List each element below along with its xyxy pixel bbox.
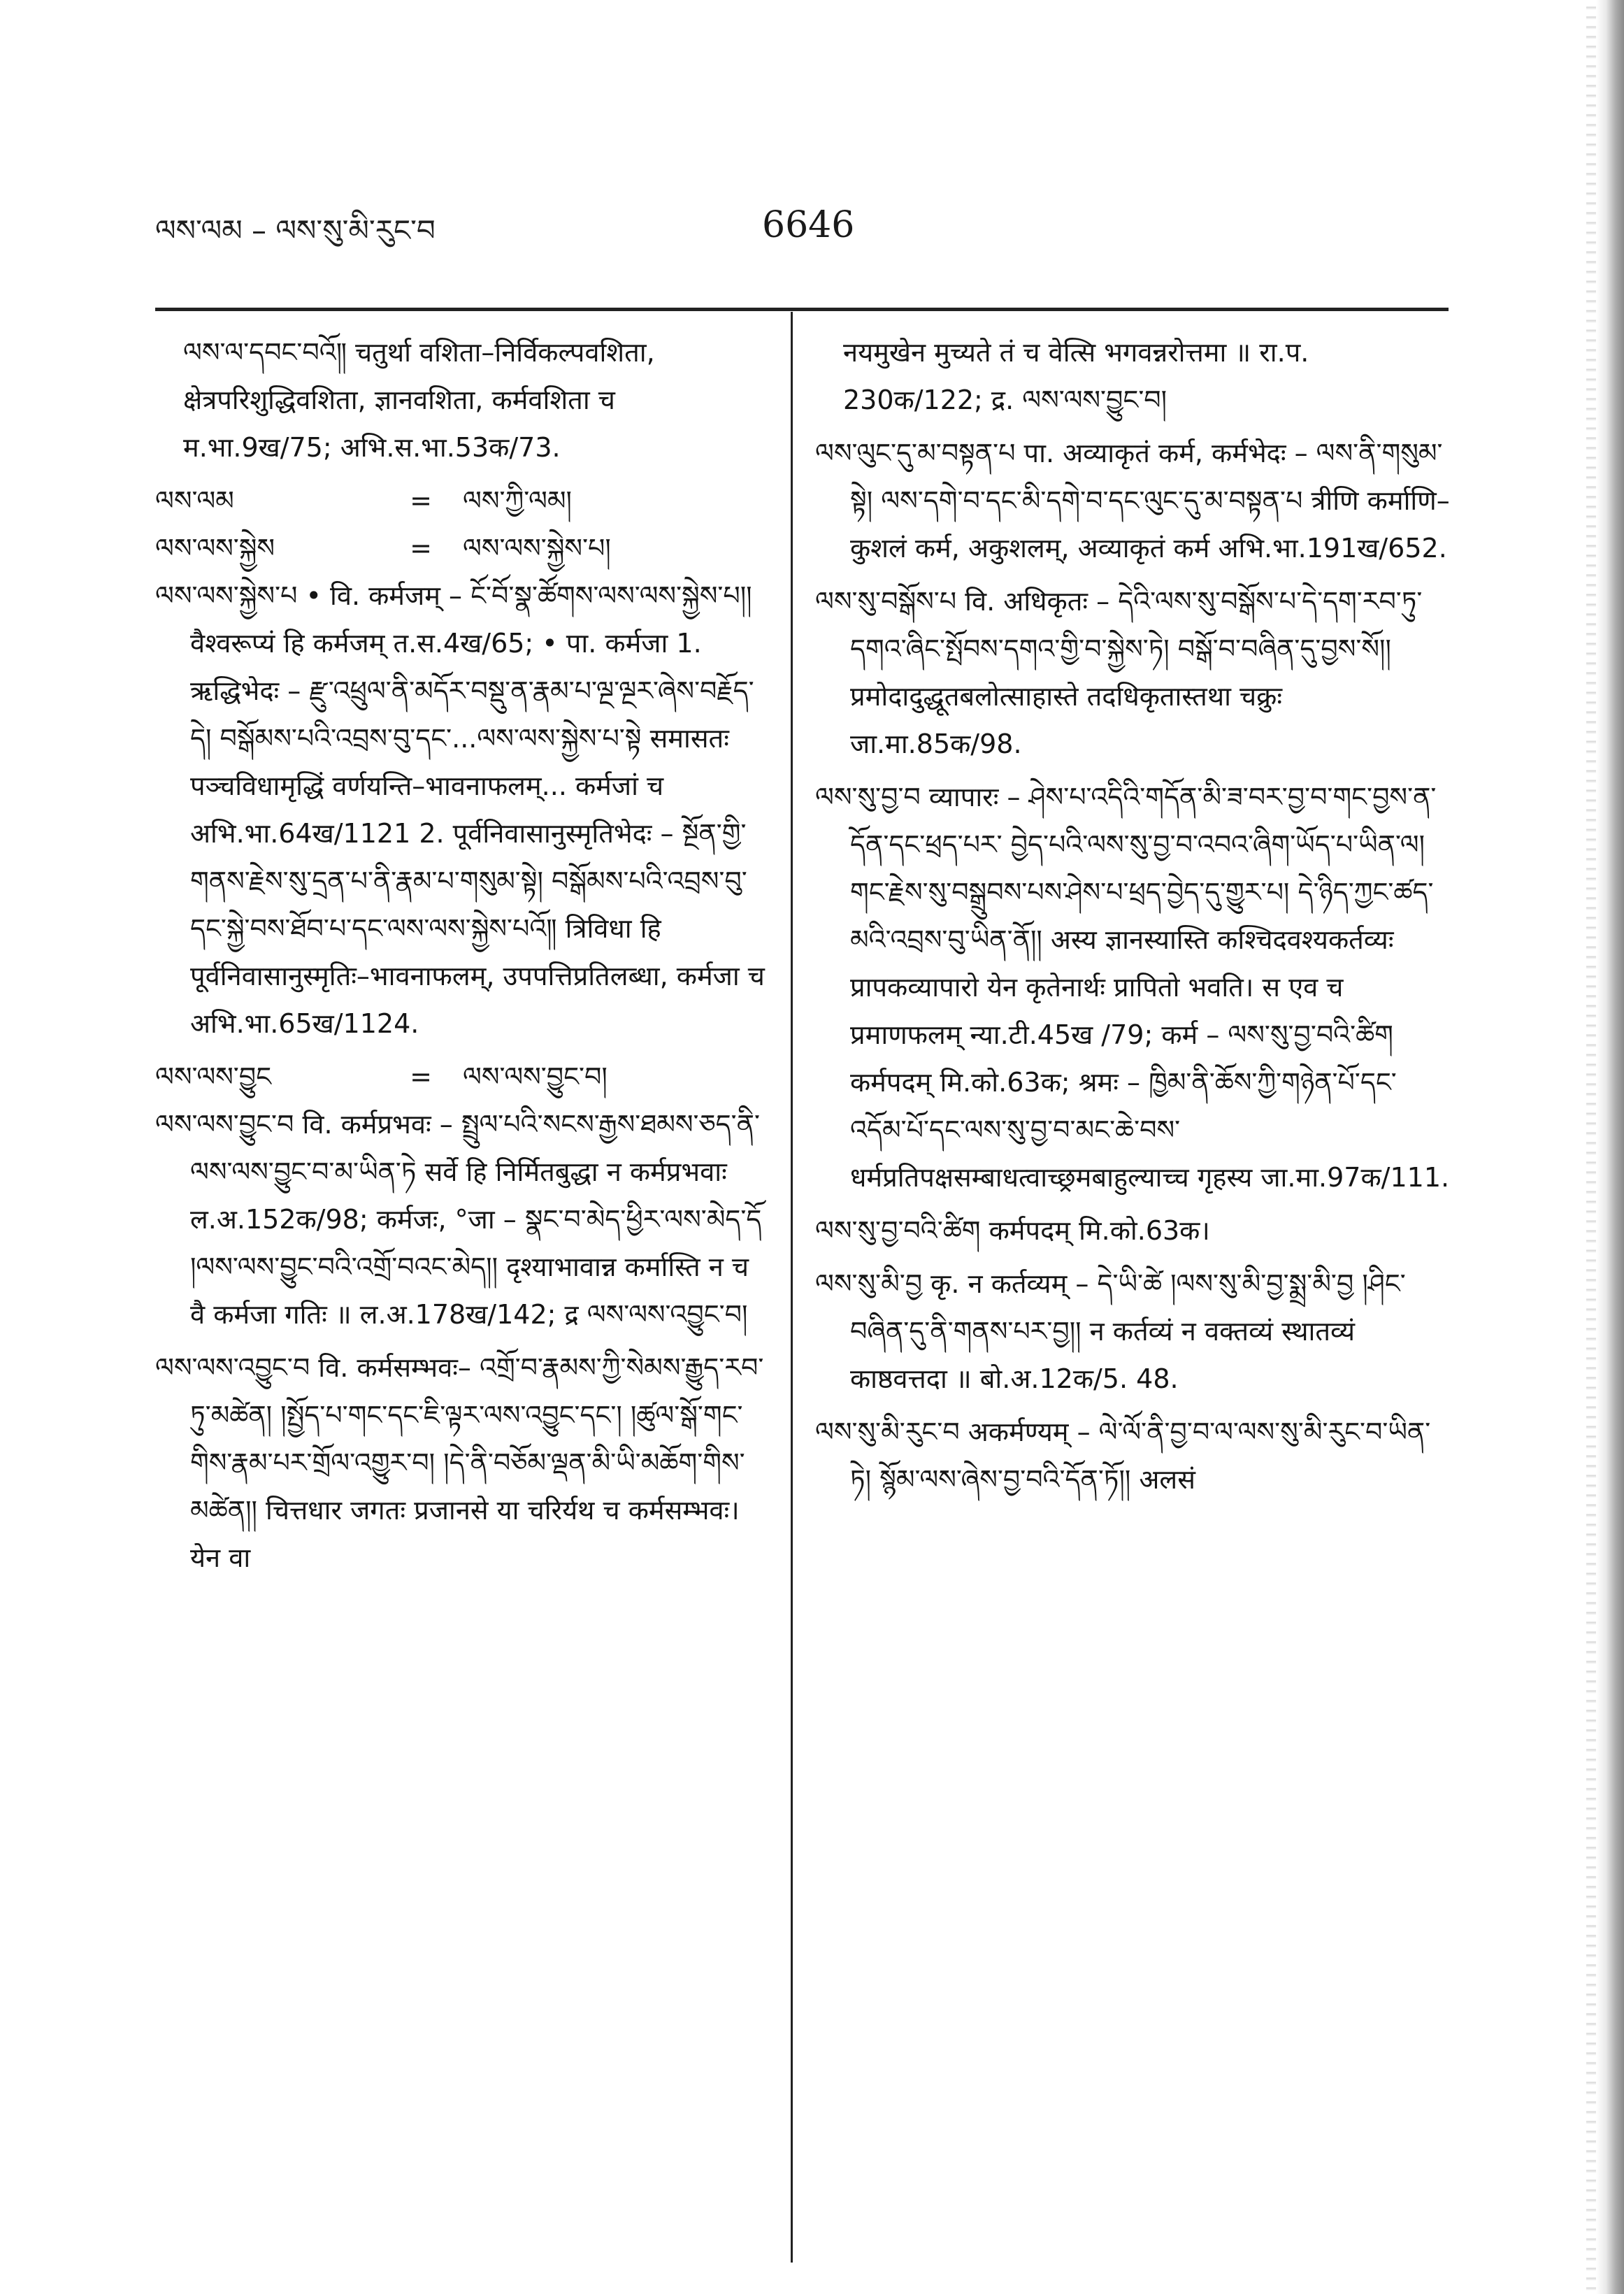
headword: ལས་ལས་སྐྱེས [155, 533, 275, 564]
headword: ལས་ལས་བྱུང [155, 1061, 272, 1092]
header-rule [155, 308, 1449, 311]
dictionary-entry: ལས་སུ་བྱ་བའི་ཚིག कर्मपदम् मि.को.63क। [815, 1215, 1210, 1246]
equals-sign: = [410, 1061, 432, 1092]
headword: ལས་ལམ [155, 485, 234, 516]
entry-continuation: ལས་ལ་དབང་བའོ༎ चतुर्था वशिता–निर्विकल्पवशिता, क्षेत्रपरिशुद्धिवशिता, ज्ञानवशिता, कर्मवशिता च म.भा.9ख/75; अभि.स.भा.53क/73. [183, 337, 655, 463]
column-divider [791, 312, 793, 2263]
dictionary-entry: ལས་ལས་འབྱུང་བ वि. कर्मसम्भवः– འགྲོ་བ་རྣམས་ཀྱི་སེམས་རྒྱུད་རབ་ཏུ་མཚེན། །སྤྱོད་པ་གང་དང་ཇི་ལྟར་ལས་འབྱུང་དང་། །ཚུལ་སྒོ་གང་གིས་རྣམ་པར་གྲོལ་འགྱུར་བ། །དེ་ནི་བཅོམ་ལྡན་མི་ཡི་མཆོག་གིས་མཚེན།། चित्तधार जगतः प्रजानसे या चरिर्यथ च कर्मसम्भवः। येन वा [155, 1352, 764, 1573]
dictionary-entry: ལས་ལུང་དུ་མ་བསྟན་པ पा. अव्याकृतं कर्म, कर्मभेदः – ལས་ནི་གསུམ་སྟེ། ལས་དགེ་བ་དང་མི་དགེ་བ་དང་ལུང་དུ་མ་བསྟན་པ त्रीणि कर्माणि–कुशलं कर्म, अकुशलम्, अव्याकृतं कर्म अभि.भा.191ख/652. [815, 438, 1450, 564]
dictionary-entry: ལས་སུ་བྱ་བ व्यापारः – ཤེས་པ་འདིའི་གདོན་མི་ཟ་བར་བྱ་བ་གང་བྱས་ན་དོན་དང་ཕྲད་པར་ བྱེད་པའི་ལས་སུ་བྱ་བ་འབའ་ཞིག་ཡོད་པ་ཡིན་ལ། གང་རྗེས་སུ་བསྒྲུབས་པས་ཤེས་པ་ཕྲད་བྱེད་དུ་གྱུར་པ། དེ་ཉིད་ཀྱང་ཚད་མའི་འབྲས་བུ་ཡིན་ནོ།། अस्य ज्ञानस्यास्ति कश्चिदवश्यकर्तव्यः प्रापकव्यापारो येन कृतेनार्थः प्रापितो भवति। स एव च प्रमाणफलम् न्या.टी.45ख /79; कर्म – ལས་སུ་བྱ་བའི་ཚིག कर्मपदम् मि.को.63क; श्रमः – ཁྱིམ་ནི་ཆོས་ཀྱི་གཉེན་པོ་དང་འདོམ་པོ་དང་ལས་སུ་བྱ་བ་མང་ཆེ་བས་ धर्मप्रतिपक्षसम्बाधत्वाच्छ्रमबाहुल्याच्च गृहस्य जा.मा.97क/111. [815, 782, 1450, 1193]
cross-reference-target: ལས་ལས་བྱུང་བ། [463, 1061, 608, 1092]
cross-reference-entry [155, 524, 770, 572]
scan-binding-shadow [1596, 0, 1624, 2294]
cross-reference-target: ལས་ཀྱི་ལམ། [463, 485, 572, 516]
cross-reference-entry [155, 1053, 770, 1101]
right-column [815, 329, 1451, 1509]
left-column [155, 329, 770, 1587]
dictionary-entry: ལས་ལས་བྱུང་བ वि. कर्मप्रभवः – སྤྲུལ་པའི་སངས་རྒྱས་ཐམས་ཅད་ནི་ལས་ལས་བྱུང་བ་མ་ཡིན་ཏེ सर्वे हि निर्मितबुद्धा न कर्मप्रभवाः ल.अ.152क/98; कर्मजः, °जा – སྣང་བ་མེད་ཕྱིར་ལས་མེད་དོ །ལས་ལས་བྱུང་བའི་འགྲོ་བའང་མེད།། दृश्याभावान्न कर्मास्ति न च वै कर्मजा गतिः ॥ ल.अ.178ख/142; द्र ལས་ལས་འབྱུང་བ། [155, 1109, 762, 1330]
cross-reference-entry [155, 477, 770, 524]
scan-binding-texture [1586, 0, 1596, 2294]
dictionary-entry: ལས་སུ་མི་བྱ कृ. न कर्तव्यम् – དེ་ཡི་ཚེ །ལས་སུ་མི་བྱ་སྨྲ་མི་བྱ །ཤིང་བཞིན་དུ་ནི་གནས་པར་བྱ།། न कर्तव्यं न वक्तव्यं स्थातव्यं काष्ठवत्तदा ॥ बो.अ.12क/5. 48. [815, 1268, 1406, 1394]
entry-continuation: नयमुखेन मुच्यते तं च वेत्सि भगवन्नरोत्तमा ॥ रा.प. 230क/122; द्र. ལས་ལས་བྱུང་བ། [843, 337, 1309, 415]
dictionary-entry: ལས་ལས་སྐྱེས་པ • वि. कर्मजम् – ངོ་བོ་སྣ་ཚོགས་ལས་ལས་སྐྱེས་པ།། वैश्वरूप्यं हि कर्मजम् त.स.4ख/65; • पा. कर्मजा 1. ऋद्धिभेदः – རྫུ་འཕྲུལ་ནི་མདོར་བསྡུ་ན་རྣམ་པ་ལྔ་ལྔར་ཞེས་བརྗོད་དེ། བསྒོམས་པའི་འབྲས་བུ་དང་...ལས་ལས་སྐྱེས་པ་སྟེ समासतः पञ्चविधामृद्धिं वर्णयन्ति–भावनाफलम्... कर्मजां च अभि.भा.64ख/1121 2. पूर्वनिवासानुस्मृतिभेदः – སྔོན་གྱི་གནས་རྗེས་སུ་དྲན་པ་ནི་རྣམ་པ་གསུམ་སྟེ། བསྒོམས་པའི་འབྲས་བུ་དང་སྐྱེ་བས་ཐོབ་པ་དང་ལས་ལས་སྐྱེས་པའོ༎ त्रिविधा हि पूर्वनिवासानुस्मृतिः–भावनाफलम्, उपपत्तिप्रतिलब्धा, कर्मजा च अभि.भा.65ख/1124. [155, 580, 765, 1039]
running-head: ལས་ལམ – ལས་སུ་མི་རུང་བ [155, 213, 436, 248]
equals-sign: = [410, 485, 432, 516]
equals-sign: = [410, 533, 432, 564]
cross-reference-target: ལས་ལས་སྐྱེས་པ། [463, 533, 611, 564]
dictionary-entry: ལས་སུ་བསྒོས་པ वि. अधिकृतः – དེའི་ལས་སུ་བསྒོས་པ་དེ་དག་རབ་ཏུ་དགའ་ཞིང་སྤོབས་དགའ་གྱི་བ་སྐྱེས་ཏེ། བསྒོ་བ་བཞིན་དུ་བྱས་སོ།། प्रमोदादुद्धूतबलोत्साहास्ते तदधिकृतास्तथा चक्रुः जा.मा.85क/98. [815, 586, 1423, 759]
page-number: 6646 [762, 204, 855, 246]
dictionary-entry: ལས་སུ་མི་རུང་བ अकर्मण्यम् – ལེ་ལོ་ནི་བྱ་བ་ལ་ལས་སུ་མི་རུང་བ་ཡིན་ཏེ། སྙོམ་ལས་ཞེས་བྱ་བའི་དོན་ཏོ།། अलसं [815, 1417, 1431, 1495]
